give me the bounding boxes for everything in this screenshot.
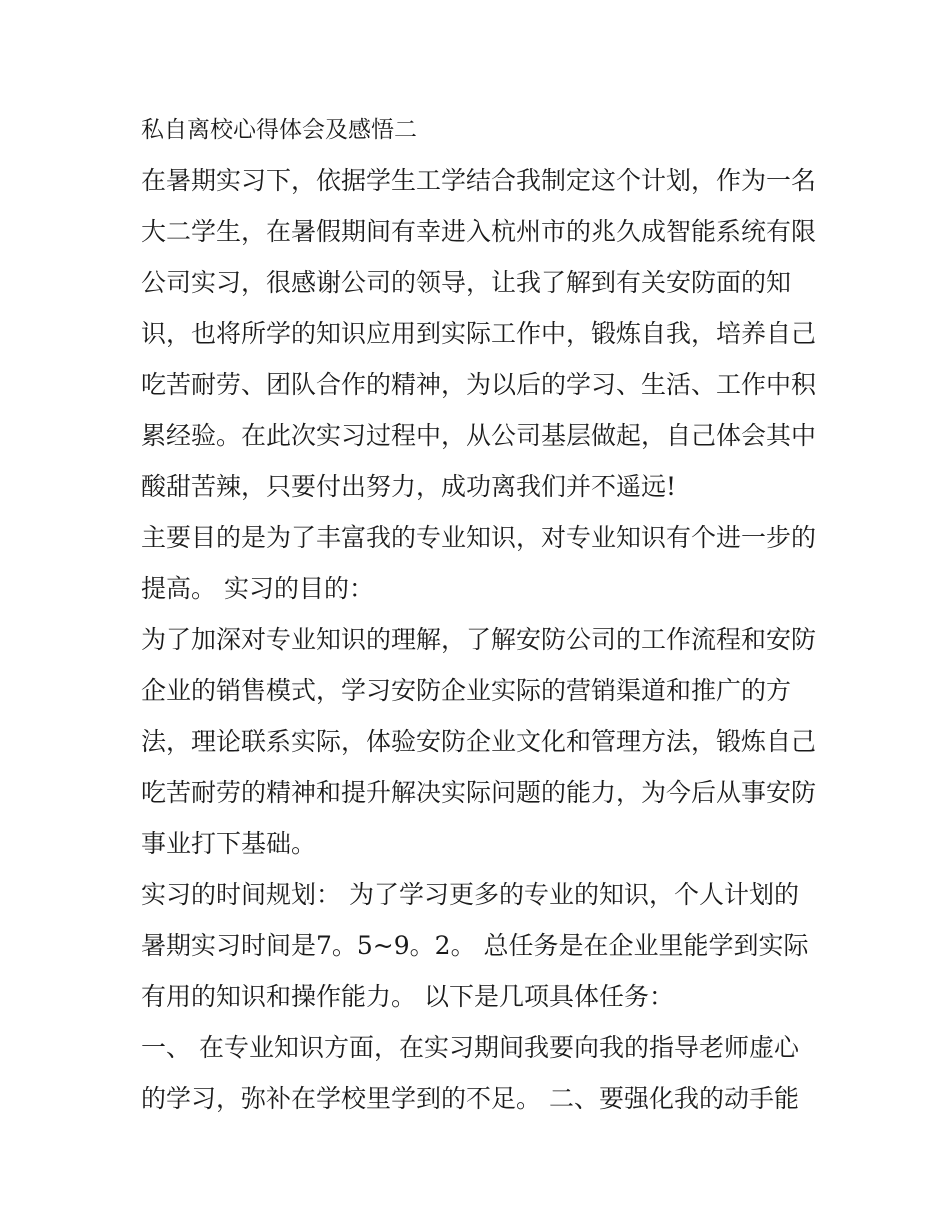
text-line: 累经验。在此次实习过程中，从公司基层做起，自己体会其中 <box>141 421 817 450</box>
text-line: 在暑期实习下，依据学生工学结合我制定这个计划，作为一名 <box>141 166 817 195</box>
text-line: 实习的时间规划： 为了学习更多的专业的知识，个人计划的 <box>141 880 799 909</box>
text-line: 企业的销售模式，学习安防企业实际的营销渠道和推广的方 <box>141 676 792 705</box>
text-line: 法，理论联系实际，体验安防企业文化和管理方法，锻炼自己 <box>141 727 817 756</box>
text-line: 大二学生，在暑假期间有幸进入杭州市的兆久成智能系统有限 <box>141 217 817 246</box>
text-line: 暑期实习时间是7。5~9。2。 总任务是在企业里能学到实际 <box>141 931 809 960</box>
text-line: 事业打下基础。 <box>141 829 317 858</box>
text-line: 为了加深对专业知识的理解，了解安防公司的工作流程和安防 <box>141 625 817 654</box>
text-line: 有用的知识和操作能力。 以下是几项具体任务： <box>141 982 674 1011</box>
text-line: 的学习，弥补在学校里学到的不足。 二、要强化我的动手能 <box>141 1084 799 1113</box>
text-line: 主要目的是为了丰富我的专业知识，对专业知识有个进一步的 <box>141 523 817 552</box>
text-line: 酸甜苦辣，只要付出努力，成功离我们并不遥远! <box>141 472 677 501</box>
text-line: 吃苦耐劳的精神和提升解决实际问题的能力，为今后从事安防 <box>141 778 817 807</box>
text-line: 一、 在专业知识方面，在实习期间我要向我的指导老师虚心 <box>141 1033 799 1062</box>
document-title: 私自离校心得体会及感悟二 <box>141 117 417 143</box>
text-line: 识，也将所学的知识应用到实际工作中，锻炼自我，培养自己 <box>141 319 817 348</box>
text-line: 提高。 实习的目的： <box>141 574 374 603</box>
text-line: 吃苦耐劳、团队合作的精神，为以后的学习、生活、工作中积 <box>141 370 817 399</box>
text-line: 公司实习，很感谢公司的领导，让我了解到有关安防面的知 <box>141 268 792 297</box>
